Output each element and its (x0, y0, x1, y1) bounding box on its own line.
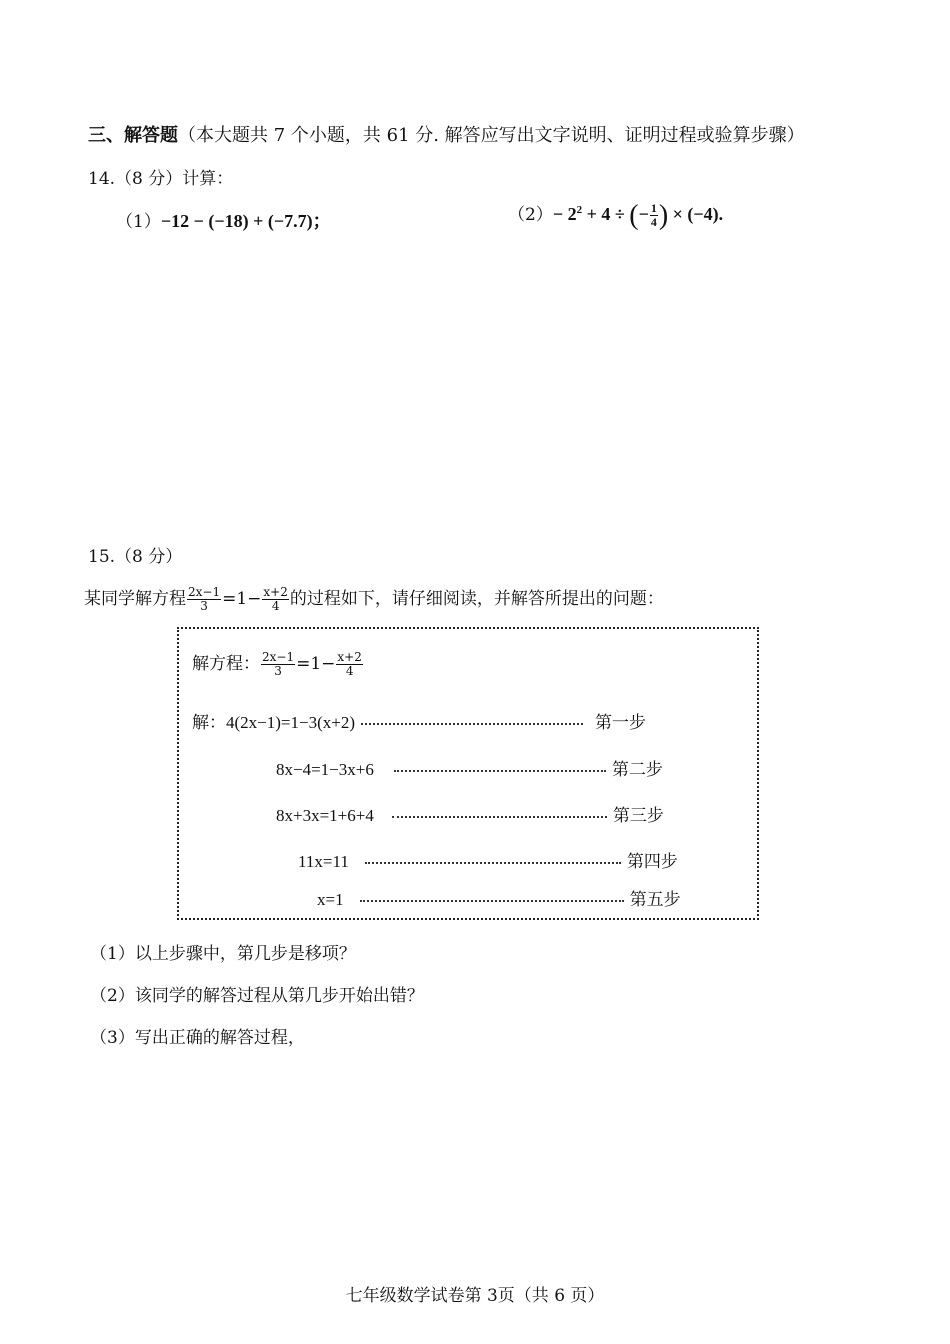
q15-intro-frac1: $\frac{2x-1}{3}$ (188, 585, 221, 613)
q14-part2-term-a: − 2 (552, 204, 577, 224)
box-problem (192, 649, 364, 678)
q15-intro-frac2: $\frac{x+2}{4}$ (263, 585, 288, 613)
q14-part1 (116, 207, 331, 233)
q14-part1-expr: −12 − (−18) + (−7.7)； (160, 211, 331, 231)
step-4-expr: 11x=11 (298, 852, 349, 871)
step-1 (192, 708, 646, 733)
q15-intro-b: =1− (222, 589, 262, 609)
q15-sub1: （1）以上步骤中，第几步是移项？ (90, 944, 356, 964)
q15-intro (84, 584, 664, 613)
step-5 (317, 885, 681, 910)
step-2 (276, 755, 663, 780)
step-5-expr: x=1 (317, 890, 344, 909)
step-3 (276, 801, 664, 826)
solution-box (177, 627, 759, 920)
step-4 (298, 847, 678, 872)
q14-part2 (508, 200, 723, 230)
step-3-expr: 8x+3x=1+6+4 (276, 806, 374, 825)
q15-sub2: （2）该同学的解答过程从第几步开始出错？ (90, 986, 424, 1006)
q14-part2-term-b: + 4 ÷ (582, 204, 630, 224)
step-5-label: 第五步 (629, 890, 681, 909)
q14-part2-exponent: 2 (576, 204, 583, 216)
q14-part1-label: （1） (116, 212, 161, 232)
box-problem-frac1: $\frac{2x-1}{3}$ (262, 650, 295, 678)
section-title: 三、解答题 (88, 125, 178, 146)
page-footer: 七年级数学试卷第 3页（共 6 页） (345, 1286, 605, 1306)
box-problem-mid: =1− (296, 654, 336, 674)
q14-header: 14.（8 分）计算： (88, 169, 234, 189)
q14-part2-fraction: $\frac{1}{4}$ (650, 201, 657, 230)
q15-sub3: （3）写出正确的解答过程， (90, 1028, 305, 1048)
q14-part2-neg: − (638, 204, 649, 224)
q15-intro-c: 的过程如下，请仔细阅读，并解答所提出的问题： (289, 589, 664, 609)
step-2-label: 第二步 (611, 760, 663, 779)
box-problem-frac2: $\frac{x+2}{4}$ (337, 650, 362, 678)
q15-intro-a: 某同学解方程 (84, 589, 186, 609)
solution-label: 解： (192, 713, 226, 732)
section-header (88, 121, 805, 147)
q14-part2-label: （2） (508, 205, 553, 225)
q14-part2-expr: − $2^2 + 4$ ÷ (− $\frac{1}{4}$ ) × (−4). (552, 199, 724, 231)
step-3-label: 第三步 (612, 806, 664, 825)
step-1-expr: 4(2x−1)=1−3(x+2) (226, 713, 355, 732)
q15-header: 15.（8 分） (88, 547, 183, 567)
box-problem-label: 解方程： (192, 654, 260, 674)
q14-part2-term-c: × (−4). (668, 204, 724, 224)
step-2-expr: 8x−4=1−3x+6 (276, 760, 374, 779)
section-note: （本大题共 7 个小题，共 61 分. 解答应写出文字说明、证明过程或验算步骤） (178, 125, 805, 146)
step-1-label: 第一步 (595, 713, 646, 732)
step-4-label: 第四步 (626, 852, 678, 871)
